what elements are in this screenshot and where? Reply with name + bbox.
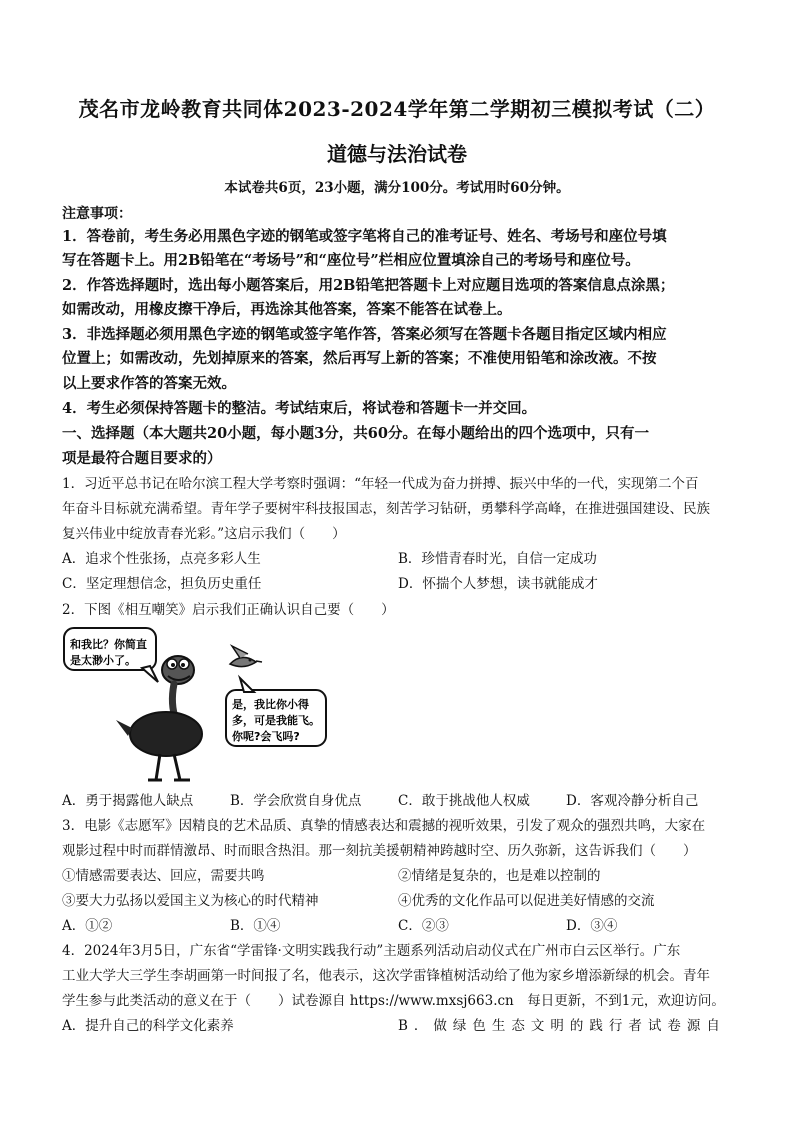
q2-stem: 2．下图《相互嘲笑》启示我们正确认识自己要（ ） xyxy=(62,602,395,618)
q3-stem-line: 观影过程中时而群情激昂、时而眼含热泪。那一刻抗美援朝精神跨越时空、历久弥新，这告诉我们（ ） xyxy=(62,843,697,859)
q3-option-b: B．①④ xyxy=(230,918,281,934)
q4-stem-line: 学生参与此类活动的意义在于（ ）试卷源自 https://www.mxsj663.cn 每日更新，不到1元，欢迎访问。 xyxy=(62,993,725,1009)
notes-heading: 注意事项： xyxy=(62,206,132,222)
q2-option-d: D．客观冷静分析自己 xyxy=(566,793,699,809)
bubble-left-line: 和我比？你简直 xyxy=(70,638,147,651)
bubble-right-line: 多，可是我能飞。 xyxy=(232,714,320,727)
exam-info: 本试卷共6页，23小题，满分100分。考试用时60分钟。 xyxy=(224,180,570,196)
q3-stem-line: 3．电影《志愿军》因精良的艺术品质、真挚的情感表达和震撼的视听效果，引发了观众的强烈共鸣，大家在 xyxy=(62,818,706,834)
q3-statement-3: ③要大力弘扬以爱国主义为核心的时代精神 xyxy=(62,893,319,909)
q1-option-a: A．追求个性张扬，点亮多彩人生 xyxy=(62,551,261,567)
ostrich-body xyxy=(130,712,202,756)
cartoon-ostrich-and-bird xyxy=(62,624,342,784)
bird xyxy=(230,657,256,666)
q3-statement-4: ④优秀的文化作品可以促进美好情感的交流 xyxy=(398,893,655,909)
q1-stem-line: 复兴伟业中绽放青春光彩。”这启示我们（ ） xyxy=(62,526,346,542)
q2-option-c: C．敢于挑战他人权威 xyxy=(398,793,530,809)
section-heading: 一、选择题（本大题共20小题，每小题3分，共60分。在每小题给出的四个选项中，只有一 xyxy=(62,425,649,442)
q3-statement-2: ②情绪是复杂的，也是难以控制的 xyxy=(398,868,601,884)
q1-option-d: D．怀揣个人梦想，读书就能成才 xyxy=(398,576,598,592)
section-heading: 项是最符合题目要求的） xyxy=(62,450,222,467)
notes-line: 位置上；如需改动，先划掉原来的答案，然后再写上新的答案；不准使用铅笔和涂改液。不按 xyxy=(62,350,657,367)
q4-option-b: B．做绿色生态文明的践行者试卷源自 xyxy=(398,1018,726,1034)
notes-line: 2．作答选择题时，选出每小题答案后，用2B铅笔把答题卡上对应题目选项的答案信息点涂黑； xyxy=(62,277,675,294)
q4-option-a: A．提升自己的科学文化素养 xyxy=(62,1018,234,1034)
q3-option-c: C．②③ xyxy=(398,918,449,934)
q1-option-c: C．坚定理想信念，担负历史重任 xyxy=(62,576,262,592)
q1-stem-line: 年奋斗目标就充满希望。青年学子要树牢科技报国志，刻苦学习钻研，勇攀科学高峰，在推进强国建设、民族 xyxy=(62,501,710,517)
notes-line: 写在答题卡上。用2B铅笔在“考场号”和“座位号”栏相应位置填涂自己的考场号和座位号。 xyxy=(62,252,640,269)
q1-stem-line: 1．习近平总书记在哈尔滨工程大学考察时强调：“年轻一代成为奋力拼搏、振兴中华的一代，实现第二个百 xyxy=(62,476,699,492)
notes-line: 1．答卷前，考生务必用黑色字迹的钢笔或签字笔将自己的准考证号、姓名、考场号和座位号填 xyxy=(62,228,667,245)
q4-stem-line: 工业大学大三学生李胡画第一时间报了名，他表示，这次学雷锋植树活动给了他为家乡增添新绿的机会。青年 xyxy=(62,968,710,984)
bubble-right-line: 是，我比你小得 xyxy=(232,698,309,711)
notes-line: 如需改动，用橡皮擦干净后，再选涂其他答案，答案不能答在试卷上。 xyxy=(62,301,512,318)
bubble-left-line: 是太渺小了。 xyxy=(70,654,136,667)
q3-option-a: A．①② xyxy=(62,918,113,934)
exam-title: 茂名市龙岭教育共同体2023-2024学年第二学期初三模拟考试（二） xyxy=(78,97,716,121)
subject-title: 道德与法治试卷 xyxy=(327,142,467,166)
notes-line: 3．非选择题必须用黑色字迹的钢笔或签字笔作答，答案必须写在答题卡各题目指定区域内相应 xyxy=(62,326,667,343)
notes-line: 4．考生必须保持答题卡的整洁。考试结束后，将试卷和答题卡一并交回。 xyxy=(62,400,537,417)
q2-option-b: B．学会欣赏自身优点 xyxy=(230,793,362,809)
q3-statement-1: ①情感需要表达、回应，需要共鸣 xyxy=(62,868,265,884)
q2-option-a: A．勇于揭露他人缺点 xyxy=(62,793,194,809)
bubble-right-line: 你呢?会飞吗? xyxy=(232,730,300,743)
q4-stem-line: 4．2024年3月5日，广东省“学雷锋·文明实践我行动”主题系列活动启动仪式在广州市白云区举行。广东 xyxy=(62,943,681,959)
q3-option-d: D．③④ xyxy=(566,918,618,934)
notes-line: 以上要求作答的答案无效。 xyxy=(62,375,236,392)
q1-option-b: B．珍惜青春时光，自信一定成功 xyxy=(398,551,597,567)
